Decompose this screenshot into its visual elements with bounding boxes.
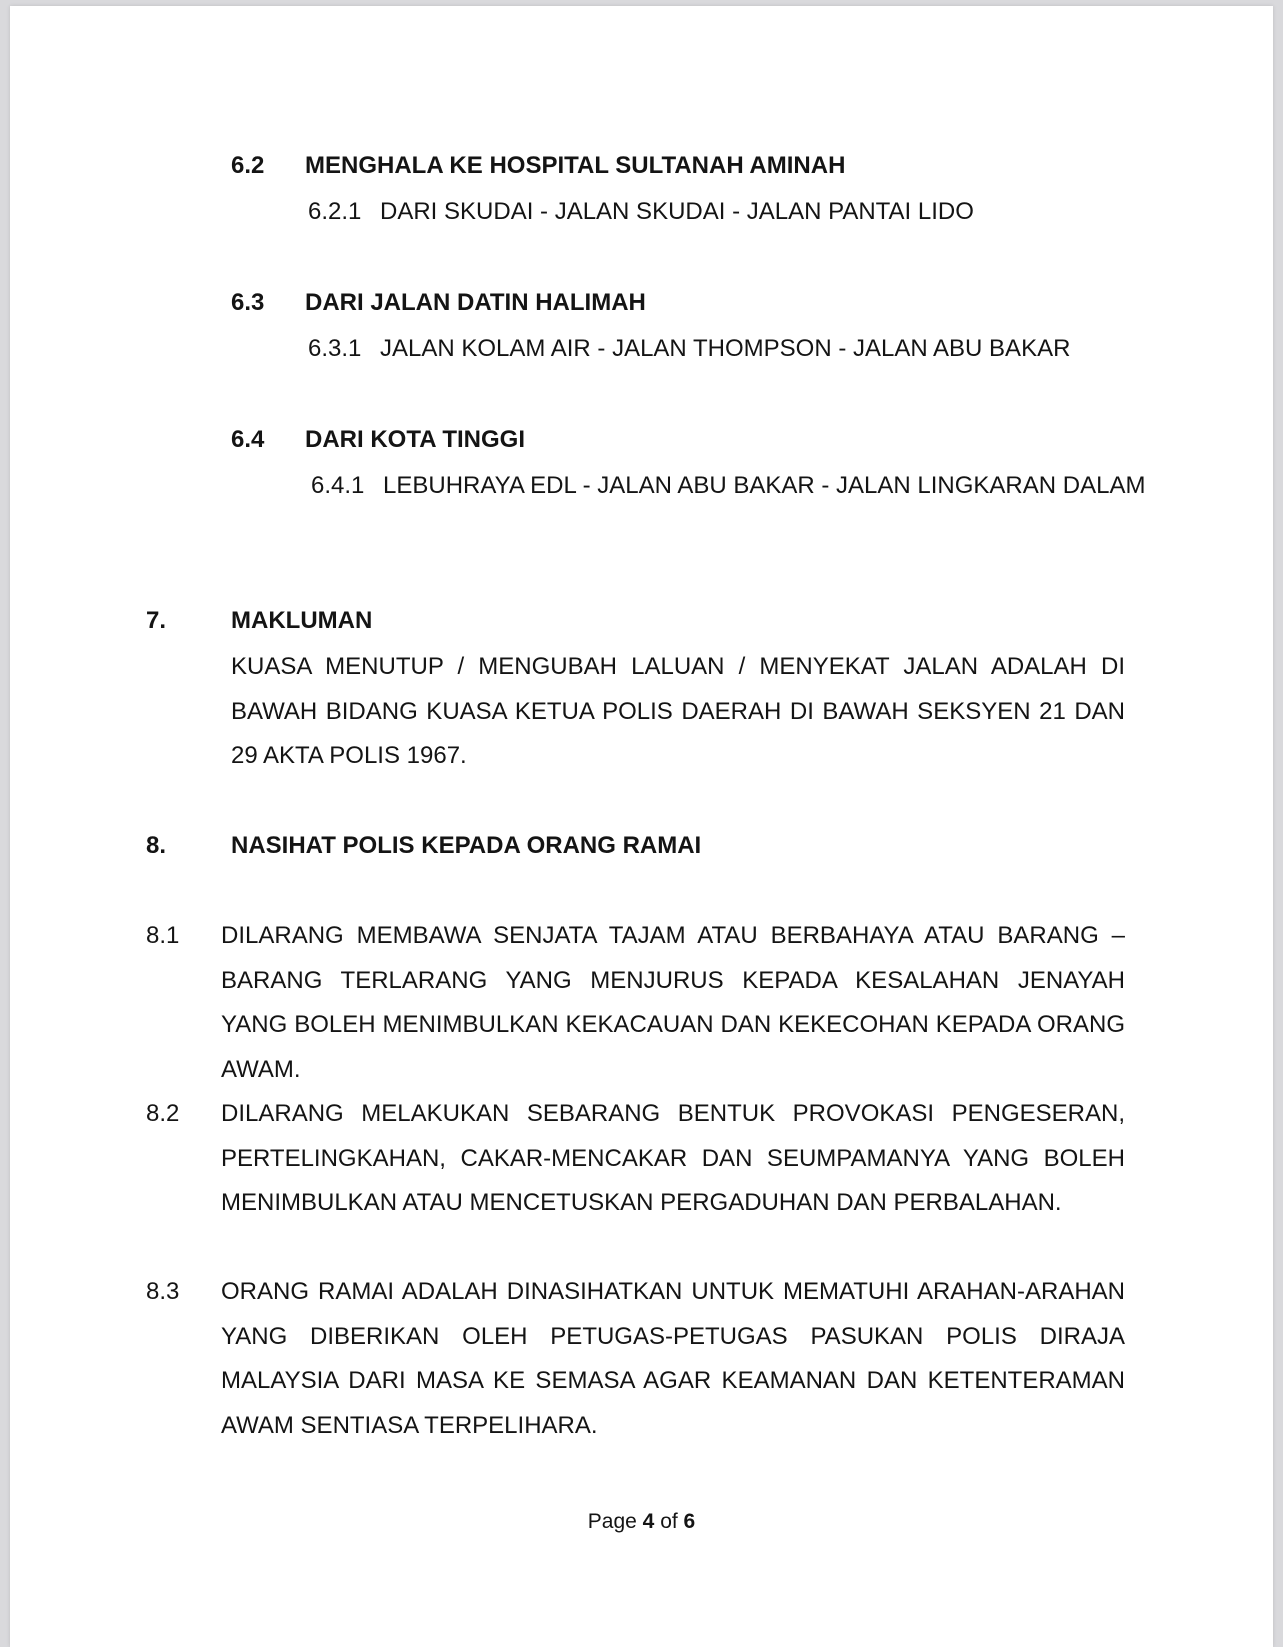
item-text-8-1: DILARANG MEMBAWA SENJATA TAJAM ATAU BERBAHAYA ATAU BARANG – BARANG TERLARANG YANG MENJURUS KEPADA KESALAHAN JENAYAH YANG BOLEH MENIMBULKAN KEKACAUAN DAN KEKECOHAN KEPADA ORANG AWAM.: [221, 922, 1125, 1083]
item-number-8-2: 8.2: [146, 1100, 180, 1127]
section-number-7: 7.: [146, 607, 167, 634]
footer-total-pages: 6: [683, 1510, 696, 1533]
item-number-8-3: 8.3: [146, 1278, 180, 1305]
subitem-number-6-4-1: 6.4.1: [311, 472, 365, 499]
footer-prefix: Page: [587, 1510, 637, 1533]
item-heading-6-3: DARI JALAN DATIN HALIMAH: [305, 289, 646, 316]
item-number-6-4: 6.4: [231, 426, 265, 453]
item-text-8-2: DILARANG MELAKUKAN SEBARANG BENTUK PROVOKASI PENGESERAN, PERTELINGKAHAN, CAKAR-MENCAKAR DAN SEUMPAMANYA YANG BOLEH MENIMBULKAN ATAU MENCETUSKAN PERGADUHAN DAN PERBALAHAN.: [221, 1100, 1125, 1216]
subitem-text-6-2-1: DARI SKUDAI - JALAN SKUDAI - JALAN PANTAI LIDO: [380, 198, 974, 225]
section-number-8: 8.: [146, 832, 167, 859]
footer-separator: of: [660, 1510, 678, 1533]
subitem-number-6-2-1: 6.2.1: [308, 198, 362, 225]
item-text-8-3: ORANG RAMAI ADALAH DINASIHATKAN UNTUK MEMATUHI ARAHAN-ARAHAN YANG DIBERIKAN OLEH PETUGAS-PETUGAS PASUKAN POLIS DIRAJA MALAYSIA DARI MASA KE SEMASA AGAR KEAMANAN DAN KETENTERAMAN AWAM SENTIASA TERPELIHARA.: [221, 1278, 1125, 1439]
item-number-6-3: 6.3: [231, 289, 265, 316]
subitem-number-6-3-1: 6.3.1: [308, 335, 362, 362]
subitem-text-6-4-1: LEBUHRAYA EDL - JALAN ABU BAKAR - JALAN LINGKARAN DALAM: [383, 472, 1146, 499]
subitem-text-6-3-1: JALAN KOLAM AIR - JALAN THOMPSON - JALAN ABU BAKAR: [380, 335, 1071, 362]
page-footer: [0, 1508, 1283, 1536]
item-number-6-2: 6.2: [231, 152, 265, 179]
section-heading-makluman: MAKLUMAN: [231, 607, 373, 634]
item-heading-6-2: MENGHALA KE HOSPITAL SULTANAH AMINAH: [305, 152, 846, 179]
item-heading-6-4: DARI KOTA TINGGI: [305, 426, 525, 453]
section-heading-nasihat: NASIHAT POLIS KEPADA ORANG RAMAI: [231, 832, 702, 859]
footer-current-page: 4: [642, 1510, 655, 1533]
item-number-8-1: 8.1: [146, 922, 180, 949]
section-body-makluman: KUASA MENUTUP / MENGUBAH LALUAN / MENYEKAT JALAN ADALAH DI BAWAH BIDANG KUASA KETUA POLIS DAERAH DI BAWAH SEKSYEN 21 DAN 29 AKTA POLIS 1967.: [231, 653, 1125, 769]
